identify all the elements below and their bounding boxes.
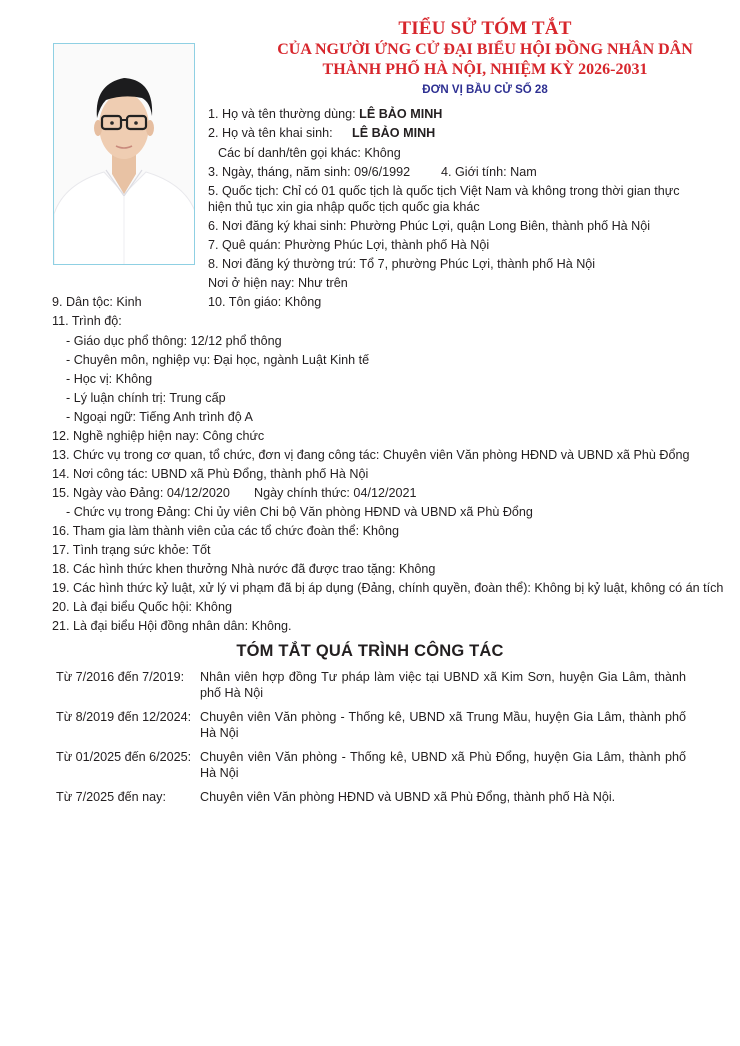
- work-period: Từ 7/2025 đến nay:: [56, 790, 166, 804]
- work-history-entry: [56, 789, 686, 805]
- field-health: 17. Tình trạng sức khỏe: Tốt: [52, 543, 211, 557]
- education-political-theory: - Lý luận chính trị: Trung cấp: [66, 391, 226, 405]
- field-party-join-date: 15. Ngày vào Đảng: 04/12/2020: [52, 486, 230, 500]
- field-national-assembly: 20. Là đại biểu Quốc hội: Không: [52, 600, 232, 614]
- field-workplace: 14. Nơi công tác: UBND xã Phù Đổng, thành phố Hà Nội: [52, 467, 369, 481]
- field-common-name-value: LÊ BẢO MINH: [359, 107, 443, 121]
- field-permanent-residence: 8. Nơi đăng ký thường trú: Tổ 7, phường Phúc Lợi, thành phố Hà Nội: [208, 257, 596, 271]
- education-degree: - Học vị: Không: [66, 372, 153, 386]
- field-education-heading: 11. Trình độ:: [52, 314, 122, 328]
- work-period: Từ 7/2016 đến 7/2019:: [56, 670, 185, 684]
- work-history-title: TÓM TẮT QUÁ TRÌNH CÔNG TÁC: [236, 642, 504, 660]
- field-position: 13. Chức vụ trong cơ quan, tổ chức, đơn vị đang công tác: Chuyên viên Văn phòng HĐND và UBND xã Phù Đổng: [52, 448, 690, 462]
- field-party-position: - Chức vụ trong Đảng: Chi ủy viên Chi bộ Văn phòng HĐND và UBND xã Phù Đổng: [66, 505, 533, 519]
- work-history-entry: [56, 669, 686, 701]
- work-description: Chuyên viên Văn phòng - Thống kê, UBND xã Trung Mầu, huyện Gia Lâm, thành phố Hà Nội: [200, 710, 686, 740]
- work-history-list: [56, 669, 686, 813]
- field-birth-name-label: 2. Họ và tên khai sinh:: [208, 126, 333, 140]
- field-birth-registration: 6. Nơi đăng ký khai sinh: Phường Phúc Lợi, quận Long Biên, thành phố Hà Nội: [208, 219, 651, 233]
- work-period: Từ 01/2025 đến 6/2025:: [56, 750, 192, 764]
- electoral-unit: ĐƠN VỊ BẦU CỬ SỐ 28: [422, 84, 548, 96]
- education-professional: - Chuyên môn, nghiệp vụ: Đại học, ngành Luật Kinh tế: [66, 353, 370, 367]
- field-occupation: 12. Nghề nghiệp hiện nay: Công chức: [52, 429, 265, 443]
- work-period: Từ 8/2019 đến 12/2024:: [56, 710, 192, 724]
- work-description: Chuyên viên Văn phòng HĐND và UBND xã Phù Đổng, thành phố Hà Nội.: [200, 790, 616, 804]
- field-awards: 18. Các hình thức khen thưởng Nhà nước đã được trao tặng: Không: [52, 562, 436, 576]
- field-aliases: Các bí danh/tên gọi khác: Không: [218, 146, 401, 160]
- field-organizations: 16. Tham gia làm thành viên của các tổ chức đoàn thể: Không: [52, 524, 400, 538]
- candidate-photo: [53, 43, 195, 265]
- field-ethnicity: 9. Dân tộc: Kinh: [52, 295, 142, 309]
- work-history-entry: [56, 749, 686, 781]
- field-party-official-date: Ngày chính thức: 04/12/2021: [254, 486, 417, 500]
- education-general: - Giáo dục phổ thông: 12/12 phổ thông: [66, 334, 282, 348]
- field-birth-name: [208, 125, 333, 141]
- field-hometown: 7. Quê quán: Phường Phúc Lợi, thành phố Hà Nội: [208, 238, 490, 252]
- field-birth-name-value: LÊ BẢO MINH: [352, 126, 436, 140]
- document-header: [250, 18, 720, 98]
- work-description: Nhân viên hợp đồng Tư pháp làm việc tại UBND xã Kim Sơn, huyện Gia Lâm, thành phố Hà Nội: [200, 670, 686, 700]
- document-title: TIỂU SỬ TÓM TẮT: [398, 18, 572, 39]
- document-subtitle-line1: CỦA NGƯỜI ỨNG CỬ ĐẠI BIỂU HỘI ĐỒNG NHÂN DÂN: [277, 41, 693, 58]
- document-subtitle-line2: THÀNH PHỐ HÀ NỘI, NHIỆM KỲ 2026-2031: [322, 61, 648, 78]
- work-history-entry: [56, 709, 686, 741]
- field-current-residence: Nơi ở hiện nay: Như trên: [208, 276, 348, 290]
- field-religion: 10. Tôn giáo: Không: [208, 295, 322, 309]
- field-nationality: 5. Quốc tịch: Chỉ có 01 quốc tịch là quốc tịch Việt Nam và không trong thời gian thực hiện thủ tục xin gia nhập quốc tịch quốc gia khác: [208, 184, 680, 214]
- field-common-name-label: 1. Họ và tên thường dùng:: [208, 107, 360, 121]
- field-birth-date: 3. Ngày, tháng, năm sinh: 09/6/1992: [208, 165, 411, 179]
- field-common-name: [208, 106, 442, 122]
- work-description: Chuyên viên Văn phòng - Thống kê, UBND xã Phù Đổng, huyện Gia Lâm, thành phố Hà Nội: [200, 750, 686, 780]
- field-peoples-council: 21. Là đại biểu Hội đồng nhân dân: Không.: [52, 619, 292, 633]
- field-discipline: 19. Các hình thức kỷ luật, xử lý vi phạm đã bị áp dụng (Đảng, chính quyền, đoàn thể): Không bị kỷ luật, không có án tích: [52, 581, 724, 595]
- education-foreign-language: - Ngoại ngữ: Tiếng Anh trình độ A: [66, 410, 253, 424]
- field-gender: 4. Giới tính: Nam: [441, 165, 537, 179]
- portrait-image: [54, 44, 195, 265]
